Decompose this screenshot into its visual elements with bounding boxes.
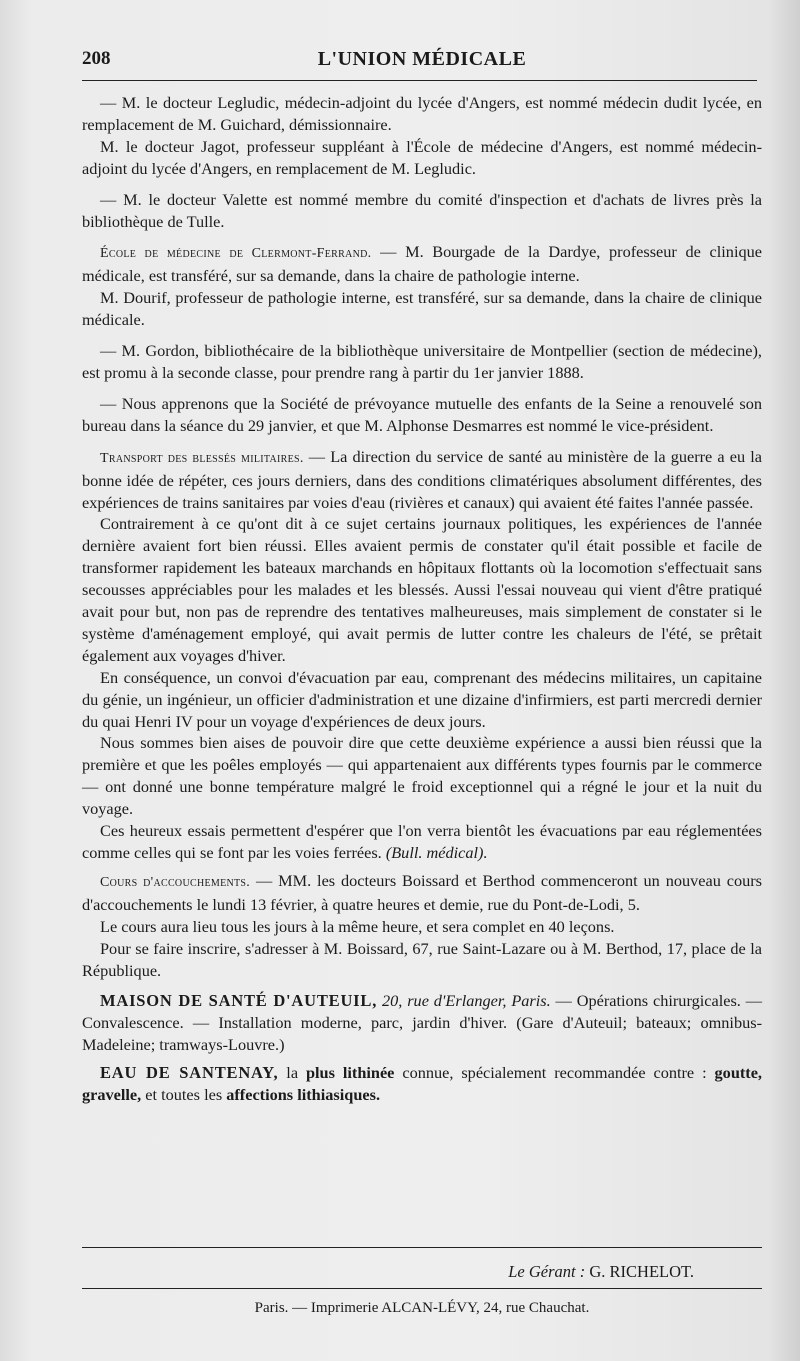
paragraph [82,241,762,287]
advertisement [82,990,762,1056]
paragraph [82,820,762,864]
ad-address: 20, rue d'Erlanger, Paris. [377,991,551,1011]
ad-emphasis: goutte, gravelle, [82,1063,763,1105]
ad-emphasis: affections lithiasiques. [226,1085,381,1105]
paragraph: — M. Gordon, bibliothécaire de la bibliothèque universitaire de Montpellier (section de médecine), est promu à la seconde classe, pour prendre rang à partir du 1er janvier 1888. [82,341,762,382]
running-title: L'UNION MÉDICALE [317,48,527,70]
ad-title: EAU DE SANTENAY, [100,1063,279,1083]
paragraph-text: — M. Bourgade de la Dardye, professeur de clinique médicale, est transféré, sur sa demande, dans la chaire de pathologie interne. [82,242,762,286]
paragraph: — M. le docteur Legludic, médecin-adjoint du lycée d'Angers, est nommé médecin dudit lycée, en remplacement de M. Guichard, démissionnaire. [82,93,762,134]
page-header [82,48,762,78]
header-rule [82,80,757,81]
paragraph-text: Ces heureux essais permettent d'espérer que l'on verra bientôt les évacuations par eau réglementées comme celles qui se font par les voies ferrées. [82,821,762,862]
paragraph [82,446,762,514]
paragraph [82,870,762,916]
source-citation: (Bull. médical). [385,843,488,862]
imprint-line: Paris. — Imprimerie ALCAN-LÉVY, 24, rue Chauchat. [254,1300,590,1316]
ad-text: connue, spécialement recommandée contre : [394,1063,715,1083]
paragraph: Le cours aura lieu tous les jours à la même heure, et sera complet en 40 leçons. [100,916,615,936]
footer-rule-top [82,1247,762,1248]
signature [82,1262,694,1282]
paragraph: En conséquence, un convoi d'évacuation par eau, comprenant des médecins militaires, un capitaine du génie, un ingénieur, un officier d'administration et une dizaine d'infirmiers, est parti mercredi dernier du quai Henri IV pour un voyage d'expériences de deux jours. [82,667,762,731]
paragraph: — M. le docteur Valette est nommé membre du comité d'inspection et d'achats de livres près la bibliothèque de Tulle. [82,189,762,231]
ad-title: MAISON DE SANTÉ D'AUTEUIL, [100,991,378,1011]
paragraph: Contrairement à ce qu'ont dit à ce sujet certains journaux politiques, les expériences de l'année dernière avaient fort bien réussi. Elles avaient permis de constater qu'il était possible et facile de transformer rapidement les bateaux marchands en hôpitaux flottants où la locomotion s'effectuait sans secousses appréciables pour les malades et les blessés. Aussi l'essai nouveau qui vient d'être pratiqué avait pour but, non pas de reprendre des tentatives malheureuses, mais simplement de constater si le système d'aménagement employé, qui avait permis de lutter contre les chaleurs de l'été, se prêtait également aux voyages d'hiver. [82,514,762,665]
article-body [82,92,762,1106]
footer-rule-bottom [82,1288,762,1289]
paragraph: — Nous apprenons que la Société de prévoyance mutuelle des enfants de la Seine a renouvelé son bureau dans la séance du 29 janvier, et que M. Alphonse Desmarres est nommé le vice-président. [82,393,762,435]
paragraph: M. Dourif, professeur de pathologie interne, est transféré, sur sa demande, dans la chaire de clinique médicale. [82,288,762,330]
section-heading: Transport des blessés militaires. [100,450,304,466]
signature-label: Le Gérant : [508,1262,586,1281]
paragraph: M. le docteur Jagot, professeur suppléant à l'École de médecine d'Angers, est nommé médecin-adjoint du lycée d'Angers, en remplacement de M. Legludic. [82,136,762,178]
paragraph: Pour se faire inscrire, s'adresser à M. Boissard, 67, rue Saint-Lazare ou à M. Berthod, 17, place de la République. [82,938,762,980]
section-heading: Cours d'accouchements. [100,874,251,890]
signature-name: G. RICHELOT. [585,1262,694,1281]
page-number: 208 [82,48,111,69]
ad-emphasis: plus lithinée [305,1063,395,1083]
paragraph-text: — La direction du service de santé au ministère de la guerre a eu la bonne idée de répéter, ces jours derniers, dans des conditions climatériques absolument différentes, des expériences de trains sanitaires par voies d'eau (rivières et canaux) qui avaient été faites l'année passée. [82,446,762,512]
ad-text: la [278,1063,306,1083]
ad-text: — Opérations chirurgicales. — Convalescence. — Installation moderne, parc, jardin d'hiver. (Gare d'Auteuil; bateaux; omnibus-Madeleine; tramways-Louvre.) [82,991,762,1055]
ad-text: et toutes les [141,1085,227,1105]
paragraph: Nous sommes bien aises de pouvoir dire que cette deuxième expérience a aussi bien réussi que la première et que les poêles employés — qui appartenaient aux différents types fournis par le commerce — ont donné une bonne température malgré le froid exceptionnel qui a régné le jour et la nuit du voyage. [82,733,762,819]
advertisement [82,1062,762,1106]
section-heading: École de médecine de Clermont-Ferrand. [100,246,372,262]
paragraph-text: — MM. les docteurs Boissard et Berthod commenceront un nouveau cours d'accouchements le lundi 13 février, à quatre heures et demie, rue du Pont-de-Lodi, 5. [82,870,762,914]
